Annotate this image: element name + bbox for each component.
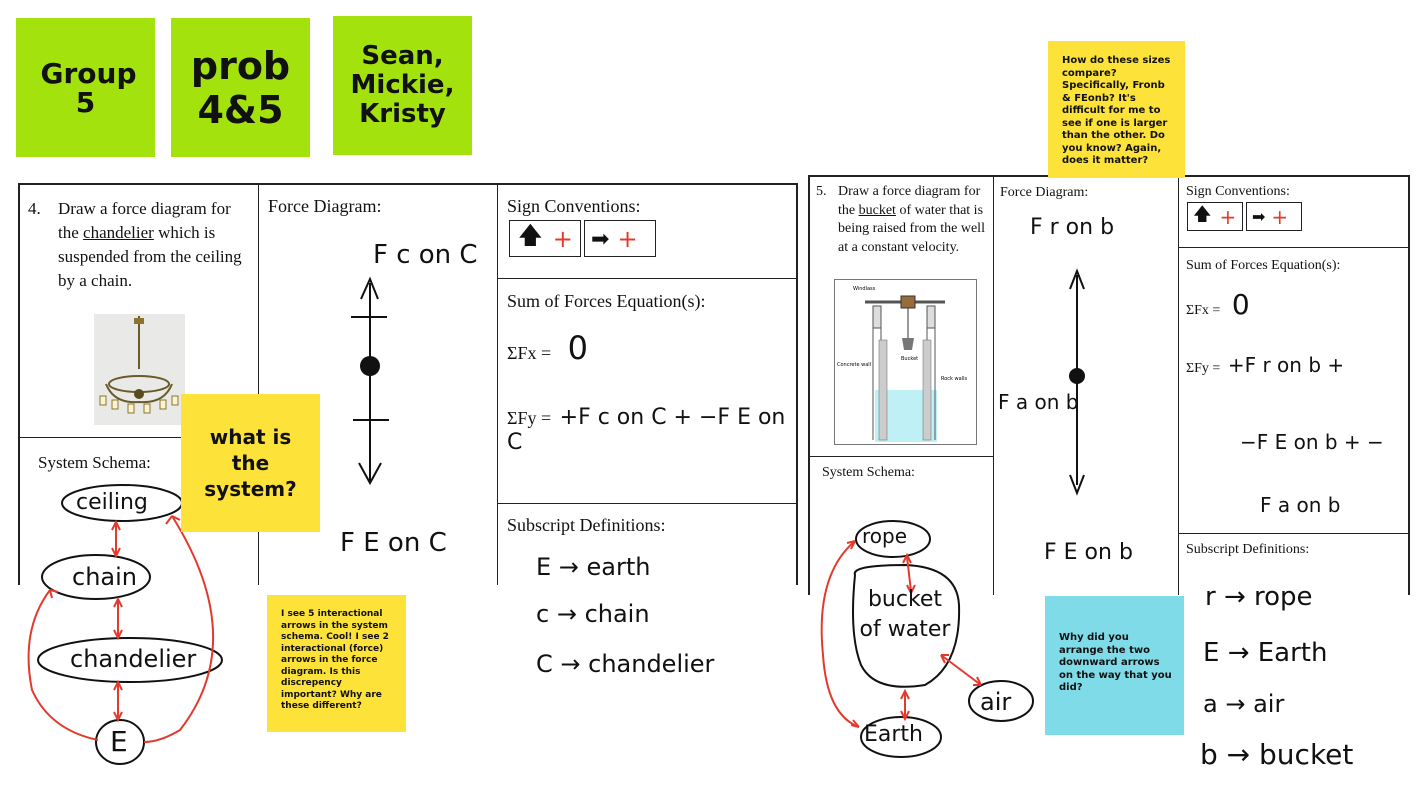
sign-up-4: +	[552, 224, 573, 253]
force-4-bottom-label-text: F E on C	[340, 528, 447, 558]
subscript-4-item-1: E → earth	[536, 553, 651, 581]
sum-fy-4	[507, 405, 798, 455]
schema-4-node-chandelier: chandelier	[70, 645, 197, 673]
question-4-text-b: which is suspended from the ceiling by a chain.	[58, 223, 242, 290]
schema-5-node-bucket: bucket of water	[859, 587, 951, 642]
sign-up-box-4	[509, 220, 581, 257]
force-4-bottom-label	[340, 528, 447, 558]
sum-fy-5-lhs: ΣFy =	[1186, 361, 1221, 376]
question-4-keyword: chandelier	[83, 223, 154, 242]
well-label-concrete: Concrete wall	[837, 362, 872, 368]
comment-sizes[interactable]	[1048, 41, 1185, 178]
subscript-5-label: Subscript Definitions:	[1186, 542, 1310, 557]
names-tag[interactable]	[333, 16, 472, 155]
subscript-4-label: Subscript Definitions:	[507, 515, 666, 535]
question-5-number: 5.	[816, 184, 827, 199]
comment-arrows[interactable]	[267, 595, 406, 732]
system-schema-5-label: System Schema:	[822, 465, 915, 480]
subscript-5-item-1: r → rope	[1205, 582, 1313, 612]
right-arrow-icon-5: ➡	[1252, 208, 1266, 226]
system-schema-4-label: System Schema:	[38, 453, 151, 472]
schema-4-node-chain: chain	[72, 563, 137, 591]
schema-5-node-earth: Earth	[864, 722, 923, 747]
question-5-text-b: of water that is being raised from the well at a constant velocity.	[838, 202, 985, 255]
chandelier-image	[94, 314, 185, 425]
schema-4-node-ceiling: ceiling	[76, 490, 148, 515]
sum-fx-5-rhs: 0	[1231, 288, 1250, 321]
question-4-number: 4.	[28, 199, 41, 218]
subscript-4-item-2: c → chain	[536, 600, 650, 628]
subscript-5-item-3: a → air	[1203, 690, 1285, 718]
schema-4-node-e: E	[110, 725, 128, 758]
question-5-text-a: Draw a force diagram for the	[838, 184, 981, 218]
subscript-5-item-2: E → Earth	[1203, 638, 1328, 668]
comment-why[interactable]	[1045, 596, 1184, 735]
subscript-5-item-4: b → bucket	[1200, 738, 1354, 771]
sum-forces-5-label: Sum of Forces Equation(s):	[1186, 258, 1341, 273]
subscript-4-item-3: C → chandelier	[536, 650, 715, 678]
well-label-rock: Rock walls	[941, 376, 968, 382]
comment-sizes-text: How do these sizes compare? Specifically, Fronb & FEonb? It's difficult for me to see if one is larger than the other. Do you know? Again, does it matter?	[1062, 55, 1171, 166]
sum-fx-4-rhs: 0	[567, 329, 588, 367]
force-4-top-label-text: F c on C	[373, 240, 478, 270]
force-5-bottom-label: F E on b	[1044, 540, 1133, 565]
sign-right-5: +	[1271, 204, 1289, 229]
prob-tag-text: prob 4&5	[190, 43, 291, 132]
well-image	[834, 279, 977, 445]
comment-system-text: what is the system?	[204, 425, 297, 501]
sign-conventions-5-label: Sign Conventions:	[1186, 184, 1290, 199]
sum-fx-4-lhs: ΣFx =	[507, 343, 552, 363]
schema-5-node-air: air	[980, 688, 1012, 716]
force-diagram-5-label: Force Diagram:	[1000, 185, 1089, 200]
question-4-text-a: Draw a force diagram for the	[58, 199, 231, 242]
prob-tag[interactable]	[171, 18, 310, 157]
sum-fy-4-lhs: ΣFy =	[507, 408, 552, 428]
sign-up-box-5	[1187, 202, 1243, 231]
system-schema-5	[815, 515, 1045, 775]
sum-forces-4-label: Sum of Forces Equation(s):	[507, 291, 706, 311]
comment-why-text: Why did you arrange the two downward arrows on the way that you did?	[1059, 632, 1172, 693]
sign-conventions-4-label: Sign Conventions:	[507, 196, 641, 216]
sum-fy-5-line-3: F a on b	[1260, 493, 1341, 517]
schema-5-node-rope: rope	[862, 524, 908, 548]
names-tag-text: Sean, Mickie, Kristy	[350, 41, 455, 129]
sum-fx-5-lhs: ΣFx =	[1186, 303, 1221, 318]
sum-fy-5	[1186, 353, 1344, 377]
right-arrow-icon: ➡	[591, 225, 610, 251]
force-5-mid-label: F a on b	[998, 390, 1079, 414]
sign-up-5: +	[1219, 204, 1237, 229]
sum-fx-5	[1186, 288, 1250, 321]
comment-system[interactable]	[181, 394, 320, 532]
up-arrow-icon: 🡅	[518, 223, 543, 249]
well-label-windlass: Windlass	[853, 286, 876, 292]
question-5-keyword: bucket	[858, 202, 896, 218]
sum-fy-5-rhs-1: +F r on b +	[1227, 353, 1345, 377]
group-tag-text: Group 5	[40, 56, 137, 119]
group-tag[interactable]	[16, 18, 155, 157]
sign-right-4: +	[617, 224, 638, 253]
force-5-top-label: F r on b	[1030, 215, 1115, 240]
comment-arrows-text: I see 5 interactional arrows in the system schema. Cool! I see 2 interactional (force) arrows in the force diagram. Is this discrepency important? Why are these different?	[281, 609, 389, 711]
sign-right-box-4	[584, 220, 656, 257]
sum-fy-5-line-2: −F E on b + −	[1240, 430, 1384, 454]
question-5	[816, 183, 988, 257]
force-4-top-label	[373, 228, 478, 272]
force-diagram-4-label: Force Diagram:	[268, 196, 382, 216]
sum-fy-4-rhs: +F c on C + −F E on C	[507, 405, 786, 455]
sign-right-box-5	[1246, 202, 1302, 231]
up-arrow-icon-5: 🡅	[1193, 203, 1212, 224]
well-label-bucket: Bucket	[901, 356, 919, 362]
question-4	[28, 197, 253, 293]
sum-fx-4	[507, 329, 588, 367]
